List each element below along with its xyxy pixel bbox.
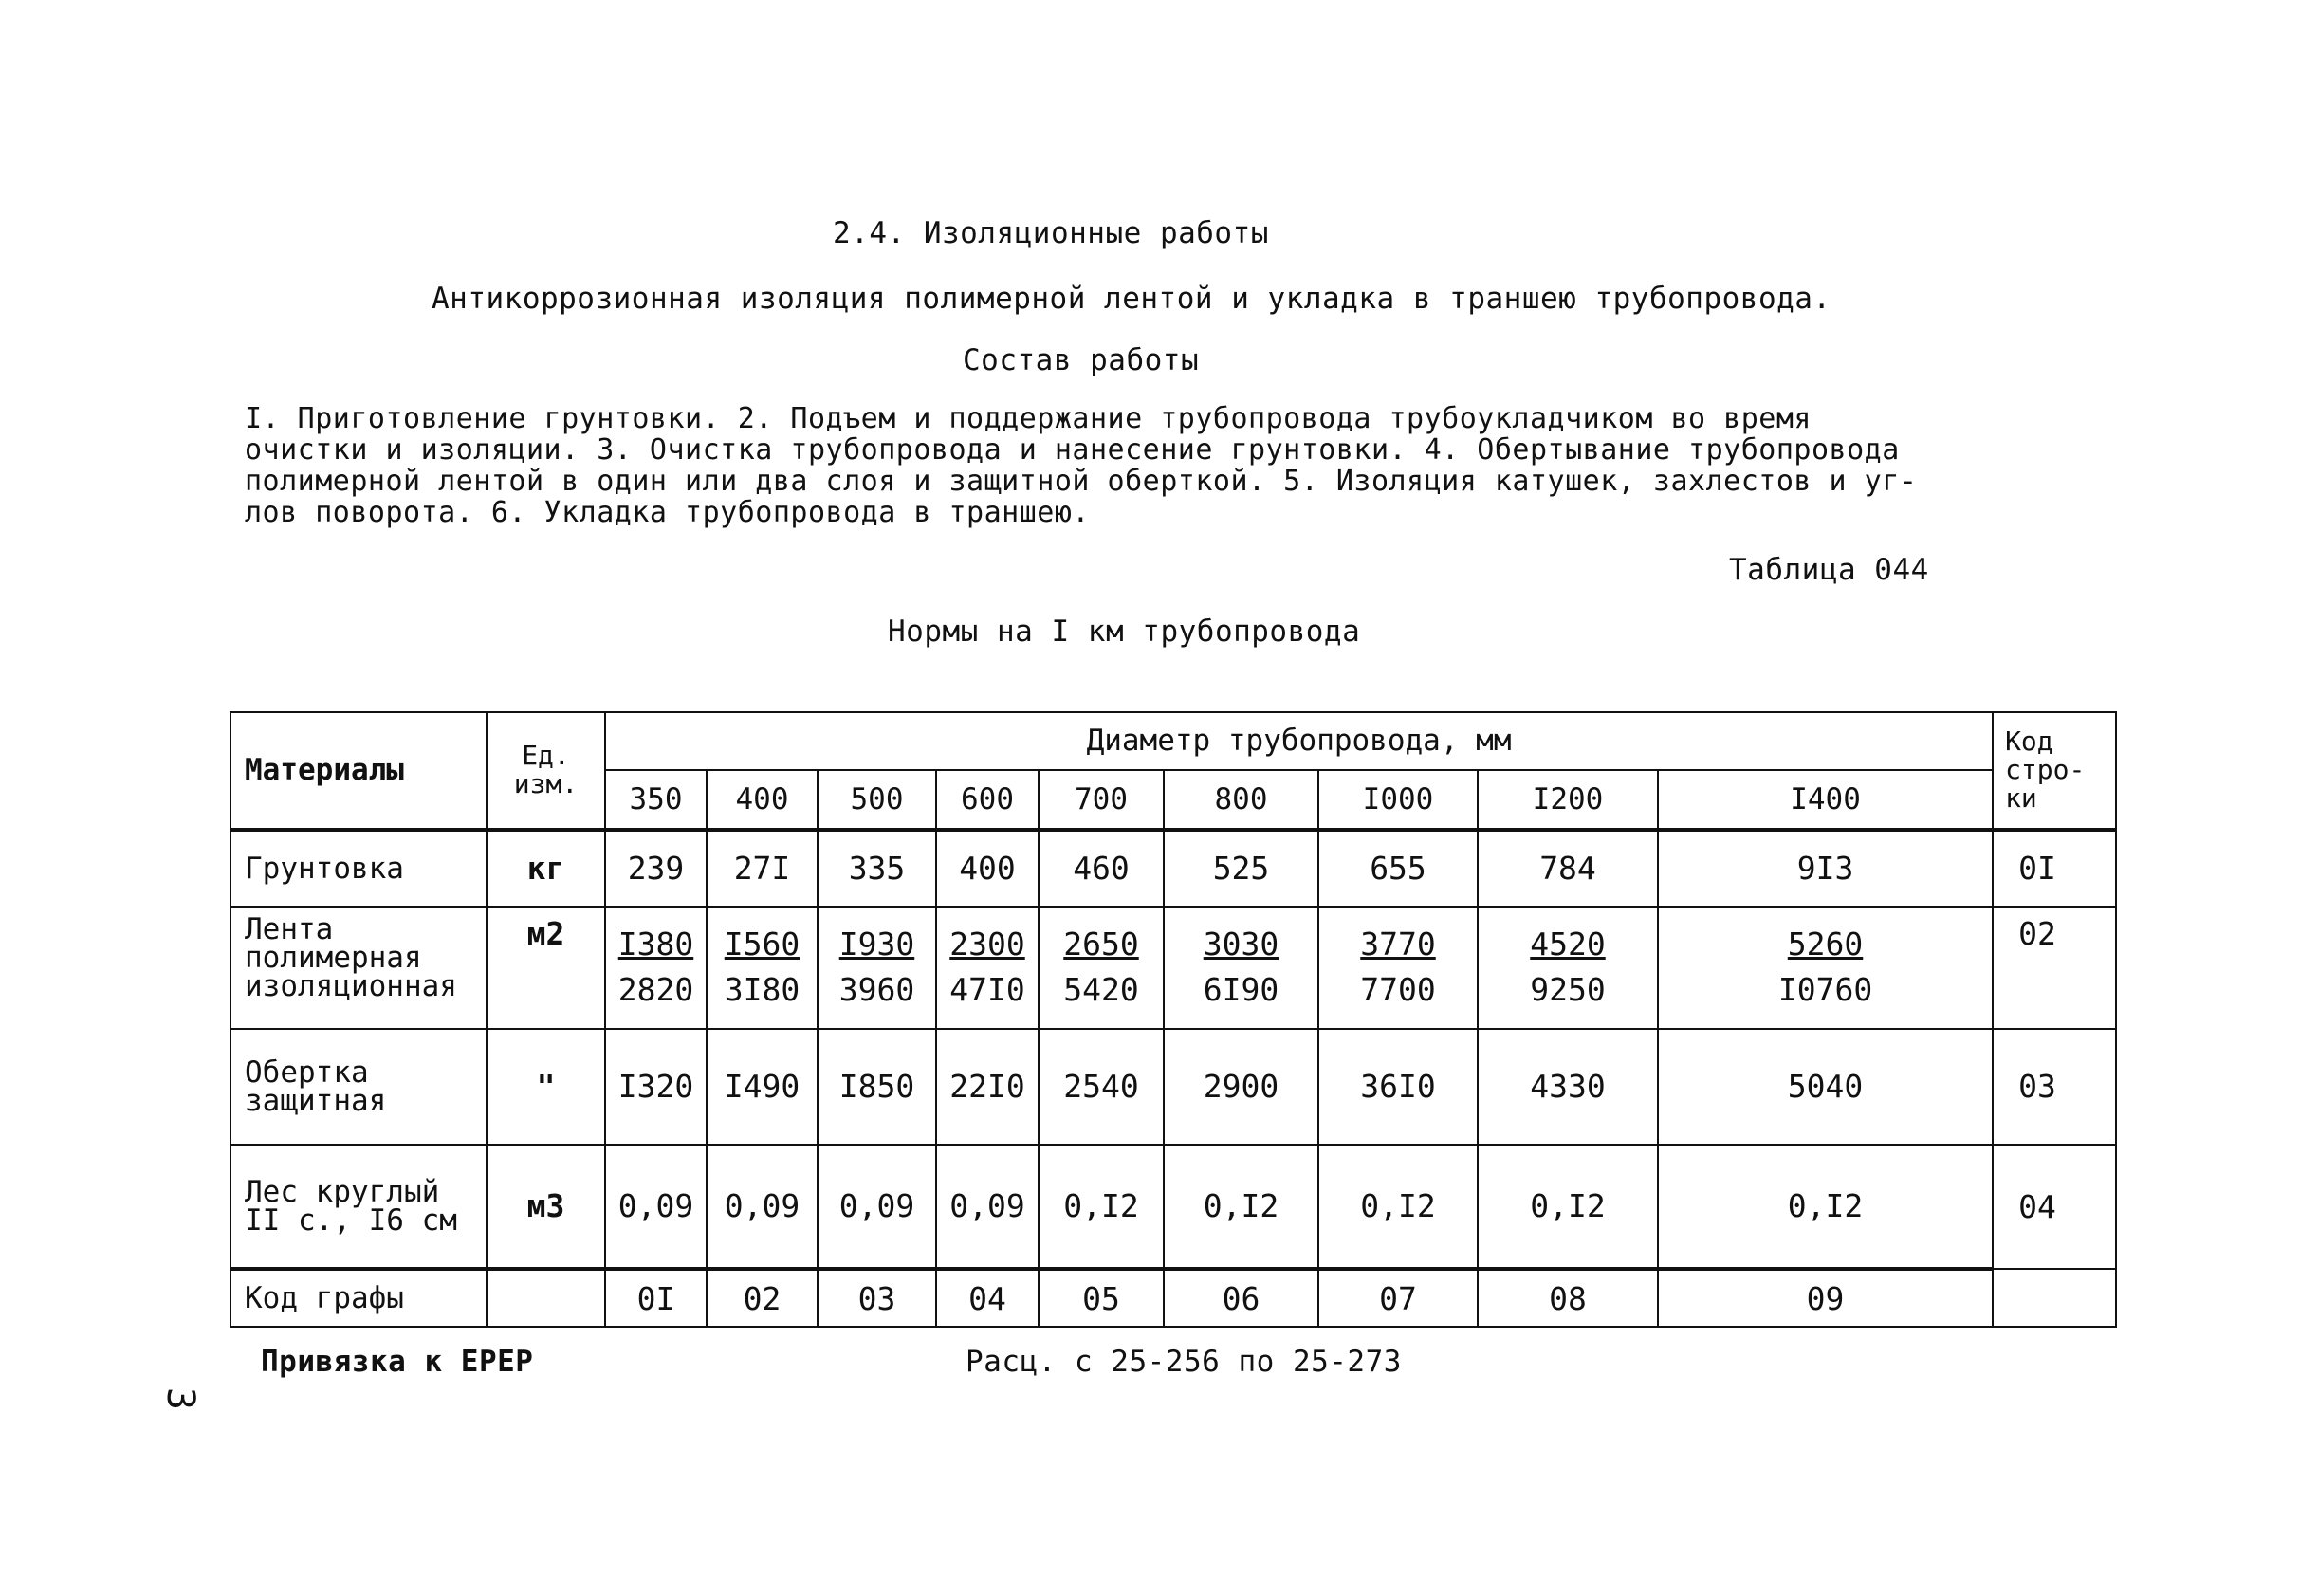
value-bottom: 6I90: [1203, 971, 1279, 1009]
work-line: очистки и изоляции. 3. Очистка трубопровода и нанесение грунтовки. 4. Обертывание трубопровода: [245, 433, 1900, 467]
value-bottom: 3I80: [724, 971, 800, 1009]
value-cell: 400: [936, 830, 1039, 907]
value-bottom: 5420: [1063, 971, 1139, 1009]
column-code-unit-blank: [487, 1269, 605, 1327]
value-bottom: 9250: [1530, 971, 1606, 1009]
row-unit: м2: [487, 907, 605, 1030]
value-cell: 2900: [1164, 1029, 1318, 1145]
table-number: Таблица 044: [1729, 553, 1929, 587]
table-row: [230, 1145, 2116, 1270]
column-code-row: [230, 1269, 2116, 1327]
row-code: 04: [1993, 1145, 2116, 1270]
diameter-header: 700: [1039, 770, 1164, 830]
value-top: I560: [724, 926, 800, 963]
column-code-end-blank: [1993, 1269, 2116, 1327]
value-cell: 0,09: [605, 1145, 707, 1270]
value-cell: I850: [818, 1029, 936, 1145]
column-code: 02: [707, 1269, 818, 1327]
row-material: Лес круглый II с., I6 см: [230, 1145, 487, 1270]
value-bottom: I0760: [1777, 971, 1873, 1009]
work-heading: Состав работы: [963, 343, 1200, 377]
value-cell: [1164, 907, 1318, 1030]
value-cell: 2540: [1039, 1029, 1164, 1145]
value-top: 2300: [949, 926, 1025, 963]
value-bottom: 7700: [1360, 971, 1436, 1009]
value-cell: [1478, 907, 1658, 1030]
row-unit: м3: [487, 1145, 605, 1270]
section-title: 2.4. Изоляционные работы: [833, 216, 1269, 250]
column-code: 05: [1039, 1269, 1164, 1327]
diameter-header: I400: [1658, 770, 1993, 830]
work-line: I. Приготовление грунтовки. 2. Подъем и поддержание трубопровода трубоукладчиком во время: [245, 402, 1812, 435]
value-cell: 22I0: [936, 1029, 1039, 1145]
table-row: [230, 830, 2116, 907]
row-code: 0I: [1993, 830, 2116, 907]
value-bottom: 3960: [838, 971, 915, 1009]
diameter-header: 350: [605, 770, 707, 830]
diameter-header: I000: [1318, 770, 1478, 830]
value-cell: 784: [1478, 830, 1658, 907]
header-unit: Ед. изм.: [487, 712, 605, 830]
row-material: Грунтовка: [230, 830, 487, 907]
value-cell: 36I0: [1318, 1029, 1478, 1145]
value-cell: 525: [1164, 830, 1318, 907]
column-code: 06: [1164, 1269, 1318, 1327]
table-row: [230, 1029, 2116, 1145]
value-top: I380: [617, 926, 694, 963]
header-materials: Материалы: [230, 712, 487, 830]
value-cell: 0,I2: [1318, 1145, 1478, 1270]
value-cell: 0,I2: [1658, 1145, 1993, 1270]
header-row-code: Код стро-ки: [1993, 712, 2116, 830]
value-top: 5260: [1787, 926, 1864, 963]
value-cell: 5040: [1658, 1029, 1993, 1145]
value-cell: 0,I2: [1164, 1145, 1318, 1270]
footer-reference: Привязка к ЕРЕР: [261, 1345, 534, 1379]
value-cell: 0,I2: [1039, 1145, 1164, 1270]
norms-table: [230, 711, 2117, 1328]
column-code: 08: [1478, 1269, 1658, 1327]
column-code: 04: [936, 1269, 1039, 1327]
value-top: 2650: [1063, 926, 1139, 963]
value-cell: 0,I2: [1478, 1145, 1658, 1270]
diameter-header: 400: [707, 770, 818, 830]
value-cell: I320: [605, 1029, 707, 1145]
value-cell: [818, 907, 936, 1030]
row-unit: ": [487, 1029, 605, 1145]
value-cell: [605, 907, 707, 1030]
value-cell: 239: [605, 830, 707, 907]
value-cell: [707, 907, 818, 1030]
value-bottom: 2820: [617, 971, 694, 1009]
diameter-header: I200: [1478, 770, 1658, 830]
row-code: 03: [1993, 1029, 2116, 1145]
value-cell: 460: [1039, 830, 1164, 907]
value-cell: 0,09: [818, 1145, 936, 1270]
column-code: 03: [818, 1269, 936, 1327]
work-line: полимерной лентой в один или два слоя и защитной оберткой. 5. Изоляция катушек, захлестов и уг-: [245, 465, 1918, 498]
value-top: 3030: [1203, 926, 1279, 963]
column-code: 07: [1318, 1269, 1478, 1327]
column-code: 0I: [605, 1269, 707, 1327]
value-cell: 0,09: [936, 1145, 1039, 1270]
value-top: I930: [838, 926, 915, 963]
row-code: 02: [1993, 907, 2116, 1030]
value-cell: I490: [707, 1029, 818, 1145]
value-cell: 655: [1318, 830, 1478, 907]
value-cell: 27I: [707, 830, 818, 907]
row-material: Обертка защитная: [230, 1029, 487, 1145]
norms-heading: Нормы на I км трубопровода: [888, 615, 1361, 649]
column-code-label: Код графы: [230, 1269, 487, 1327]
header-diameter: Диаметр трубопровода, мм: [605, 712, 1993, 770]
row-unit: кг: [487, 830, 605, 907]
diameter-header: 600: [936, 770, 1039, 830]
value-cell: [1039, 907, 1164, 1030]
value-top: 3770: [1360, 926, 1436, 963]
value-cell: [936, 907, 1039, 1030]
value-cell: [1658, 907, 1993, 1030]
table-row: [230, 907, 2116, 1030]
footer-rates: Расц. с 25-256 по 25-273: [966, 1345, 1402, 1379]
value-cell: 9I3: [1658, 830, 1993, 907]
work-line: лов поворота. 6. Укладка трубопровода в траншею.: [245, 496, 1090, 529]
value-top: 4520: [1530, 926, 1606, 963]
value-cell: 0,09: [707, 1145, 818, 1270]
document-subtitle: Антикоррозионная изоляция полимерной лентой и укладка в траншею трубопровода.: [432, 282, 1831, 316]
work-description: [245, 403, 2037, 528]
diameter-header: 500: [818, 770, 936, 830]
value-cell: [1318, 907, 1478, 1030]
margin-mark: 3: [158, 1386, 203, 1411]
value-cell: 4330: [1478, 1029, 1658, 1145]
value-bottom: 47I0: [949, 971, 1025, 1009]
value-cell: 335: [818, 830, 936, 907]
column-code: 09: [1658, 1269, 1993, 1327]
diameter-header: 800: [1164, 770, 1318, 830]
row-material: Лента полимерная изоляционная: [230, 907, 487, 1030]
